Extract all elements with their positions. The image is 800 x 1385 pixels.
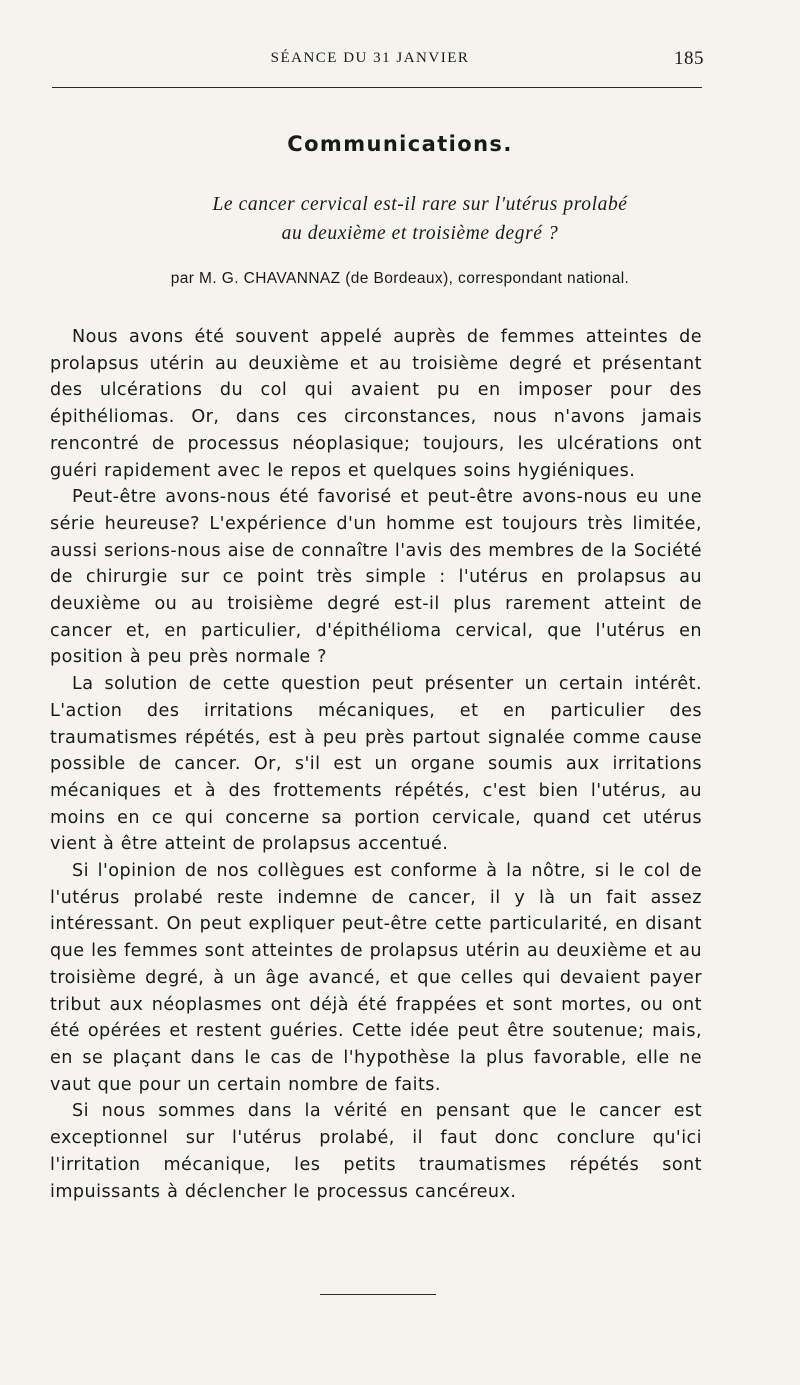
- running-title: SÉANCE DU 31 JANVIER: [270, 50, 470, 66]
- paragraph-2-text: Peut-être avons-nous été favorisé et peut-être avons-nous eu une série heureuse? L'expérience d'un homme est toujours très limitée, aussi serions-nous aise de connaître l'avis des membres de la Société de chirurgie sur ce point très simple : l'utérus en prolapsus au deuxième ou au troisième degré est-il plus rarement atteint de cancer et, en particulier, d'épithélioma cervical,: [50, 487, 702, 641]
- paragraph-4: [50, 858, 702, 1098]
- paragraph-3-end: être atteint de prolapsus accentué.: [120, 834, 449, 855]
- paragraph-4-text: Si l'opinion de nos collègues est conforme à la nôtre, si le col de l'utérus prolabé reste indemne de cancer, il y là un fait assez intéressant. On peut expliquer peut-être cette particularité, en disant que les femmes sont atteintes de prolapsus utérin au deuxième et au troisième degré, à un âge avancé, et que celles qui devaient payer tribut aux néoplasmes ont déjà été frappées et sont mortes, ou ont été opérées et restent guéries. Cette idée peut être soutenue; mais, en se plaçant dans le cas de l'hypothèse la plus favorable, elle ne vaut que pour un certain nombre de: [50, 861, 702, 1095]
- paragraph-3-text: La solution de cette question peut présenter un certain intérêt. L'action des irritations mécaniques, et en particulier des traumatismes répétés, est à peu près partout signalée comme cause possible de cancer. Or, s'il est un organe soumis aux irritations mécaniques et à des frottements répétés, c'est bien l'utérus, au moins en ce qui concerne sa portion cervicale, quand cet utérus vient à: [50, 674, 702, 855]
- paragraph-2: [50, 484, 702, 671]
- end-rule: [320, 1294, 436, 1295]
- header-rule: [52, 87, 702, 88]
- article-title-line-2: au deuxième et troisième degré ?: [281, 223, 559, 244]
- paragraph-5-end: à déclencher le processus cancéreux.: [167, 1181, 517, 1202]
- article-title-line-1: Le cancer cervical est-il rare sur l'utérus prolabé: [212, 194, 628, 215]
- paragraph-5: [50, 1098, 702, 1205]
- section-title: Communications.: [287, 132, 513, 156]
- paragraph-4-end: faits.: [394, 1074, 441, 1095]
- running-head: [0, 48, 800, 70]
- paragraph-3: [50, 671, 702, 858]
- paragraph-1-end: hygiéniques.: [517, 460, 636, 481]
- paragraph-5-text: Si nous sommes dans la vérité en pensant que le cancer est exceptionnel sur l'utérus prolabé, il faut donc conclure qu'ici l'irritation mécanique, les petits traumatismes répétés sont impuissants: [50, 1101, 702, 1202]
- paragraph-2-end: que l'utérus en position à peu près normale ?: [50, 620, 702, 668]
- page-number: 185: [674, 48, 704, 69]
- article-title: [150, 190, 690, 248]
- paragraph-1-text: Nous avons été souvent appelé auprès de femmes atteintes de prolapsus utérin au deuxième et au troisième degré et présentant des ulcérations du col qui avaient pu en imposer pour des épithéliomas. Or, dans ces circonstances, nous n'avons jamais rencontré de processus néoplasique; toujours, les ulcérations ont guéri rapidement avec le repos et quelques soins: [50, 327, 702, 481]
- paragraph-1: [50, 324, 702, 484]
- article-byline: par M. G. CHAVANNAZ (de Bordeaux), correspondant national.: [170, 270, 630, 287]
- article-body: [50, 324, 702, 1205]
